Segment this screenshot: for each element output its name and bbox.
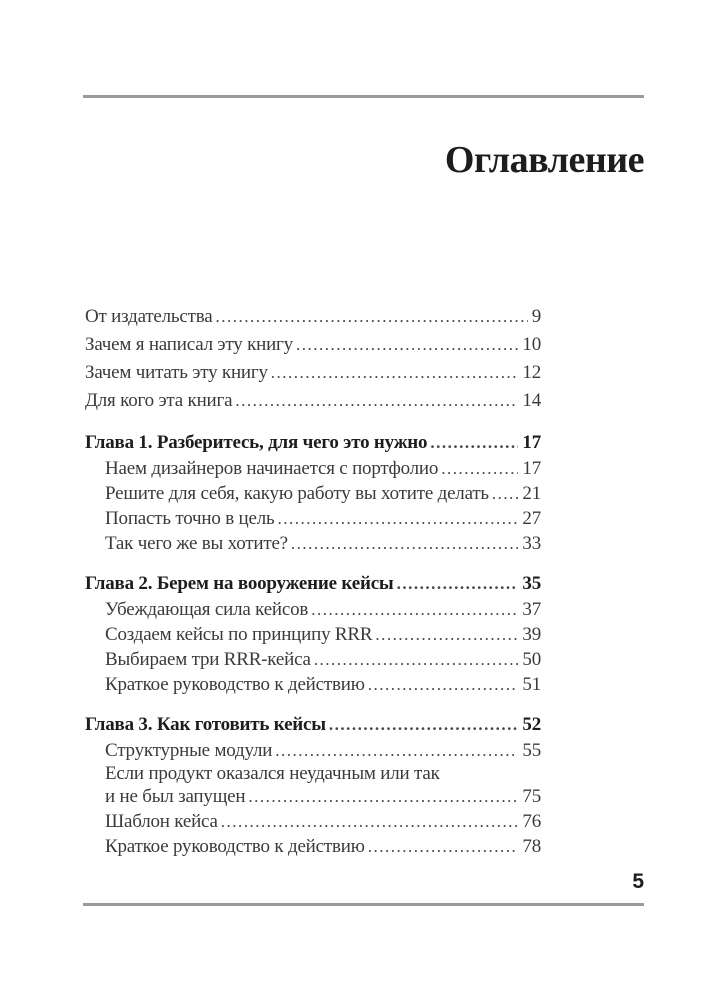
toc-entry-label: Выбираем три RRR-кейса: [105, 649, 311, 670]
toc-entry-label: Для кого эта книга: [85, 390, 233, 411]
chapter-heading-label: Глава 3. Как готовить кейсы: [85, 714, 326, 735]
dot-leader: [248, 784, 518, 809]
toc-entry-label: Так чего же вы хотите?: [105, 533, 288, 554]
dot-leader: [314, 647, 519, 672]
chapter-heading-label: Глава 2. Берем на вооружение кейсы: [85, 573, 394, 594]
toc-page-number: 55: [522, 740, 541, 761]
toc-page-number: 27: [522, 508, 541, 529]
dot-leader: [368, 672, 519, 697]
toc-page-number: 12: [522, 362, 541, 383]
dot-leader: [430, 429, 518, 456]
toc-row: [85, 763, 541, 784]
page-number: 5: [632, 870, 644, 893]
chapter-heading: [85, 570, 541, 597]
toc-entry-label: Краткое руководство к действию: [105, 836, 365, 857]
dot-leader: [492, 481, 518, 506]
toc-page-number: 50: [522, 649, 541, 670]
toc-page-number: 75: [522, 786, 541, 807]
toc-entry-label: Убеждающая сила кейсов: [105, 599, 309, 620]
toc-row: [85, 809, 541, 834]
front-matter-list: [85, 303, 541, 415]
chapter-section: [85, 570, 541, 697]
dot-leader: [311, 597, 518, 622]
toc-row: [85, 387, 541, 415]
toc-row: [85, 647, 541, 672]
toc-entry-label: Наем дизайнеров начинается с портфолио: [105, 458, 439, 479]
toc-row: [85, 506, 541, 531]
dot-leader: [296, 331, 518, 359]
toc-row: [85, 359, 541, 387]
dot-leader: [216, 303, 528, 331]
table-of-contents: [85, 303, 541, 859]
toc-entry-label: Если продукт оказался неудачным или так: [105, 763, 440, 784]
toc-row: [85, 784, 541, 809]
toc-row: [85, 597, 541, 622]
dot-leader: [221, 809, 519, 834]
toc-row: [85, 738, 541, 763]
toc-entry-label: Шаблон кейса: [105, 811, 218, 832]
header-rule: [83, 95, 644, 98]
page-title: Оглавление: [444, 139, 644, 181]
toc-entry-label: Создаем кейсы по принципу RRR: [105, 624, 373, 645]
toc-entry-label: Зачем я написал эту книгу: [85, 334, 293, 355]
toc-page-number: 9: [531, 306, 541, 327]
dot-leader: [375, 622, 518, 647]
toc-page-number: 52: [522, 714, 541, 735]
toc-page-number: 17: [522, 432, 541, 453]
footer-rule: [83, 903, 644, 906]
dot-leader: [441, 456, 518, 481]
toc-entry-label: и не был запущен: [105, 786, 246, 807]
toc-row: [85, 531, 541, 556]
toc-entry-label: Попасть точно в цель: [105, 508, 275, 529]
toc-entry-label: Структурные модули: [105, 740, 273, 761]
chapter-section: [85, 711, 541, 859]
dot-leader: [291, 531, 518, 556]
toc-row: [85, 331, 541, 359]
toc-page-number: 51: [522, 674, 541, 695]
dot-leader: [277, 506, 518, 531]
dot-leader: [368, 834, 519, 859]
dot-leader: [329, 711, 518, 738]
chapter-heading: [85, 711, 541, 738]
toc-page-number: 76: [522, 811, 541, 832]
toc-entry-label: Краткое руководство к действию: [105, 674, 365, 695]
dot-leader: [271, 359, 519, 387]
toc-entry-label: Зачем читать эту книгу: [85, 362, 268, 383]
toc-row: [85, 672, 541, 697]
toc-entry-label: От издательства: [85, 306, 213, 327]
chapter-heading: [85, 429, 541, 456]
toc-page-number: 37: [522, 599, 541, 620]
toc-row: [85, 456, 541, 481]
toc-page-number: 33: [522, 533, 541, 554]
toc-page-number: 21: [522, 483, 541, 504]
chapter-heading-label: Глава 1. Разберитесь, для чего это нужно: [85, 432, 428, 453]
toc-page-number: 10: [522, 334, 541, 355]
toc-page-number: 14: [522, 390, 541, 411]
toc-entry-label: Решите для себя, какую работу вы хотите делать: [105, 483, 489, 504]
toc-page-number: 39: [522, 624, 541, 645]
toc-row: [85, 303, 541, 331]
toc-row: [85, 622, 541, 647]
toc-row: [85, 481, 541, 506]
chapter-section: [85, 429, 541, 556]
toc-page-number: 78: [522, 836, 541, 857]
toc-page-number: 17: [522, 458, 541, 479]
chapters-list: [85, 429, 541, 859]
dot-leader: [275, 738, 518, 763]
toc-page-number: 35: [522, 573, 541, 594]
toc-row: [85, 834, 541, 859]
dot-leader: [235, 387, 518, 415]
dot-leader: [397, 570, 519, 597]
